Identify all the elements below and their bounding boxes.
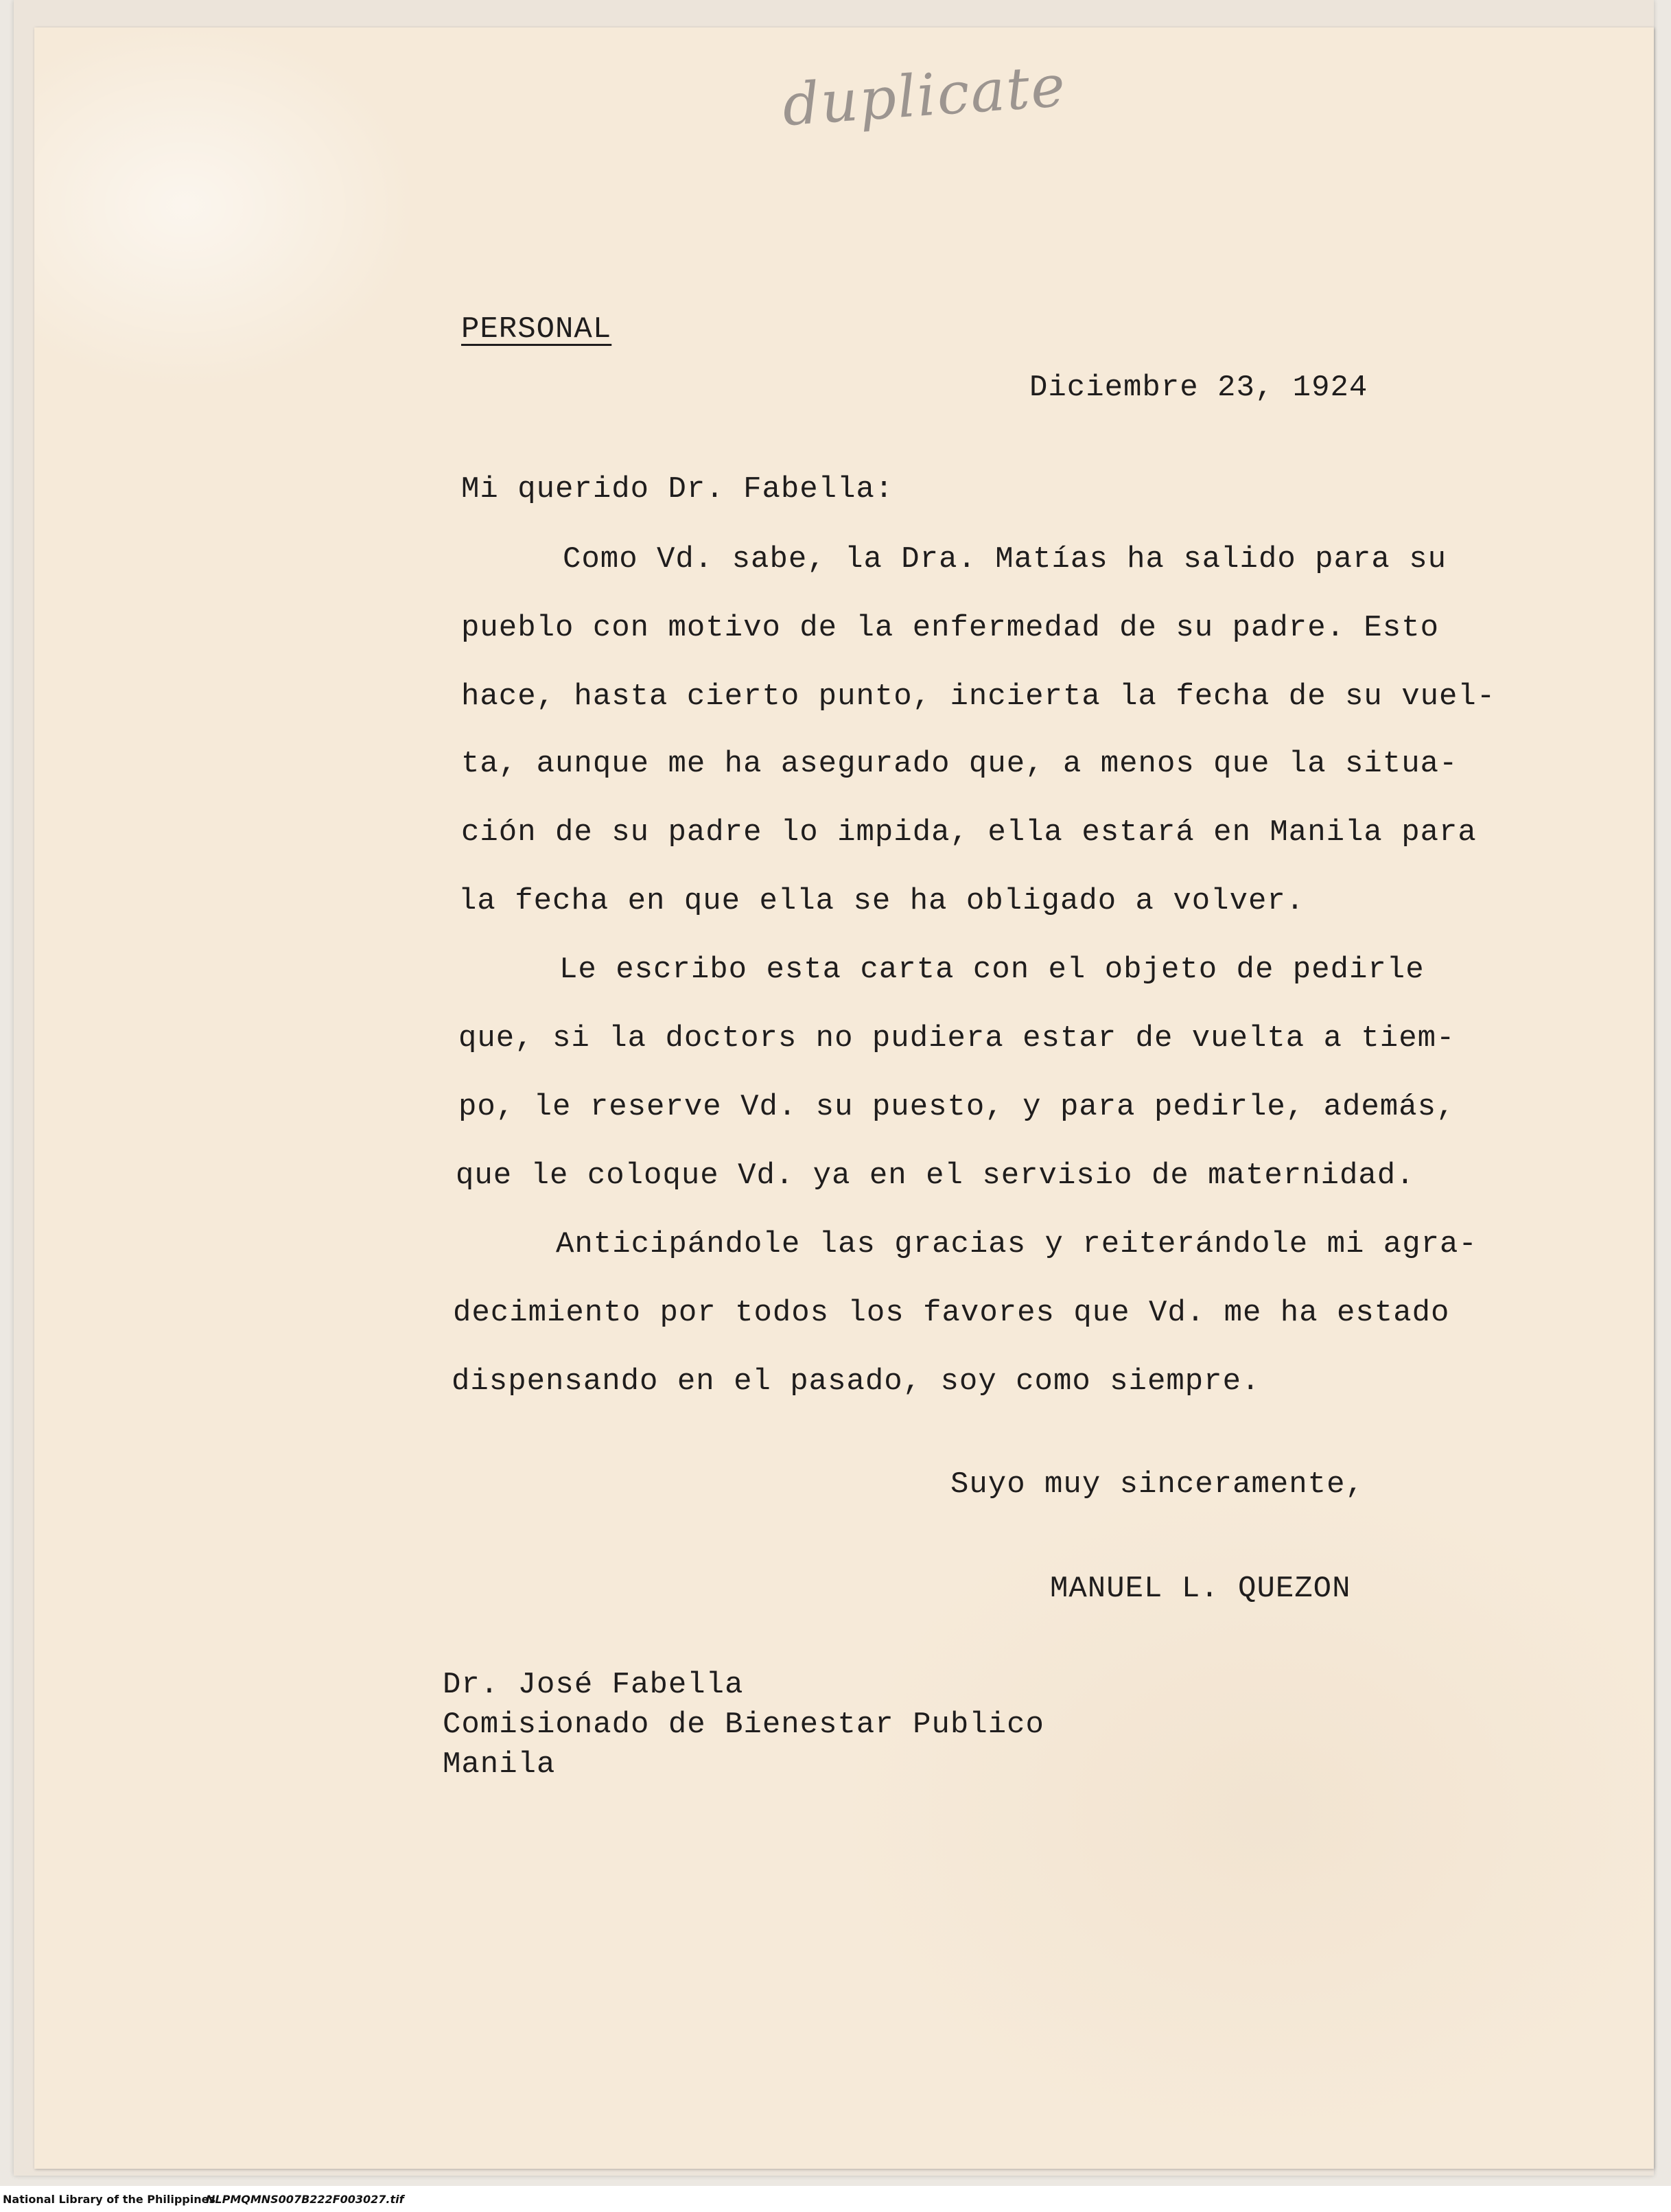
body-line: pueblo con motivo de la enfermedad de su padre. Esto	[461, 611, 1440, 645]
footer-library: National Library of the Philippines	[3, 2193, 215, 2206]
heading-personal: PERSONAL	[461, 312, 612, 347]
body-line: Como Vd. sabe, la Dra. Matías ha salido para su	[563, 542, 1447, 577]
handwritten-annotation: duplicate	[780, 51, 1068, 139]
body-line: que, si la doctors no pudiera estar de vuelta a tiem-	[458, 1021, 1456, 1056]
addressee-line: Manila	[443, 1747, 556, 1782]
body-line: dispensando en el pasado, soy como siempre.	[452, 1364, 1261, 1399]
body-line: Anticipándole las gracias y reiterándole mi agra-	[556, 1227, 1477, 1261]
closing: Suyo muy sinceramente,	[950, 1467, 1364, 1502]
signature-name: MANUEL L. QUEZON	[1050, 1572, 1351, 1606]
addressee-line: Comisionado de Bienestar Publico	[443, 1708, 1044, 1742]
body-line: hace, hasta cierto punto, incierta la fecha de su vuel-	[461, 679, 1496, 714]
body-line: ta, aunque me ha asegurado que, a menos que la situa-	[461, 747, 1458, 781]
addressee-line: Dr. José Fabella	[443, 1668, 744, 1702]
salutation: Mi querido Dr. Fabella:	[461, 472, 894, 507]
body-line: decimiento por todos los favores que Vd. me ha estado	[453, 1296, 1450, 1330]
body-line: Le escribo esta carta con el objeto de pedirle	[559, 953, 1425, 987]
body-line: la fecha en que ella se ha obligado a volver.	[458, 884, 1305, 918]
footer-filename: NLPMQMNS007B222F003027.tif	[206, 2193, 404, 2206]
body-line: po, le reserve Vd. su puesto, y para pedirle, además,	[458, 1090, 1456, 1124]
body-line: ción de su padre lo impida, ella estará en Manila para	[461, 815, 1477, 850]
body-line: que le coloque Vd. ya en el servisio de maternidad.	[456, 1159, 1415, 1193]
letter-date: Diciembre 23, 1924	[1029, 371, 1368, 405]
